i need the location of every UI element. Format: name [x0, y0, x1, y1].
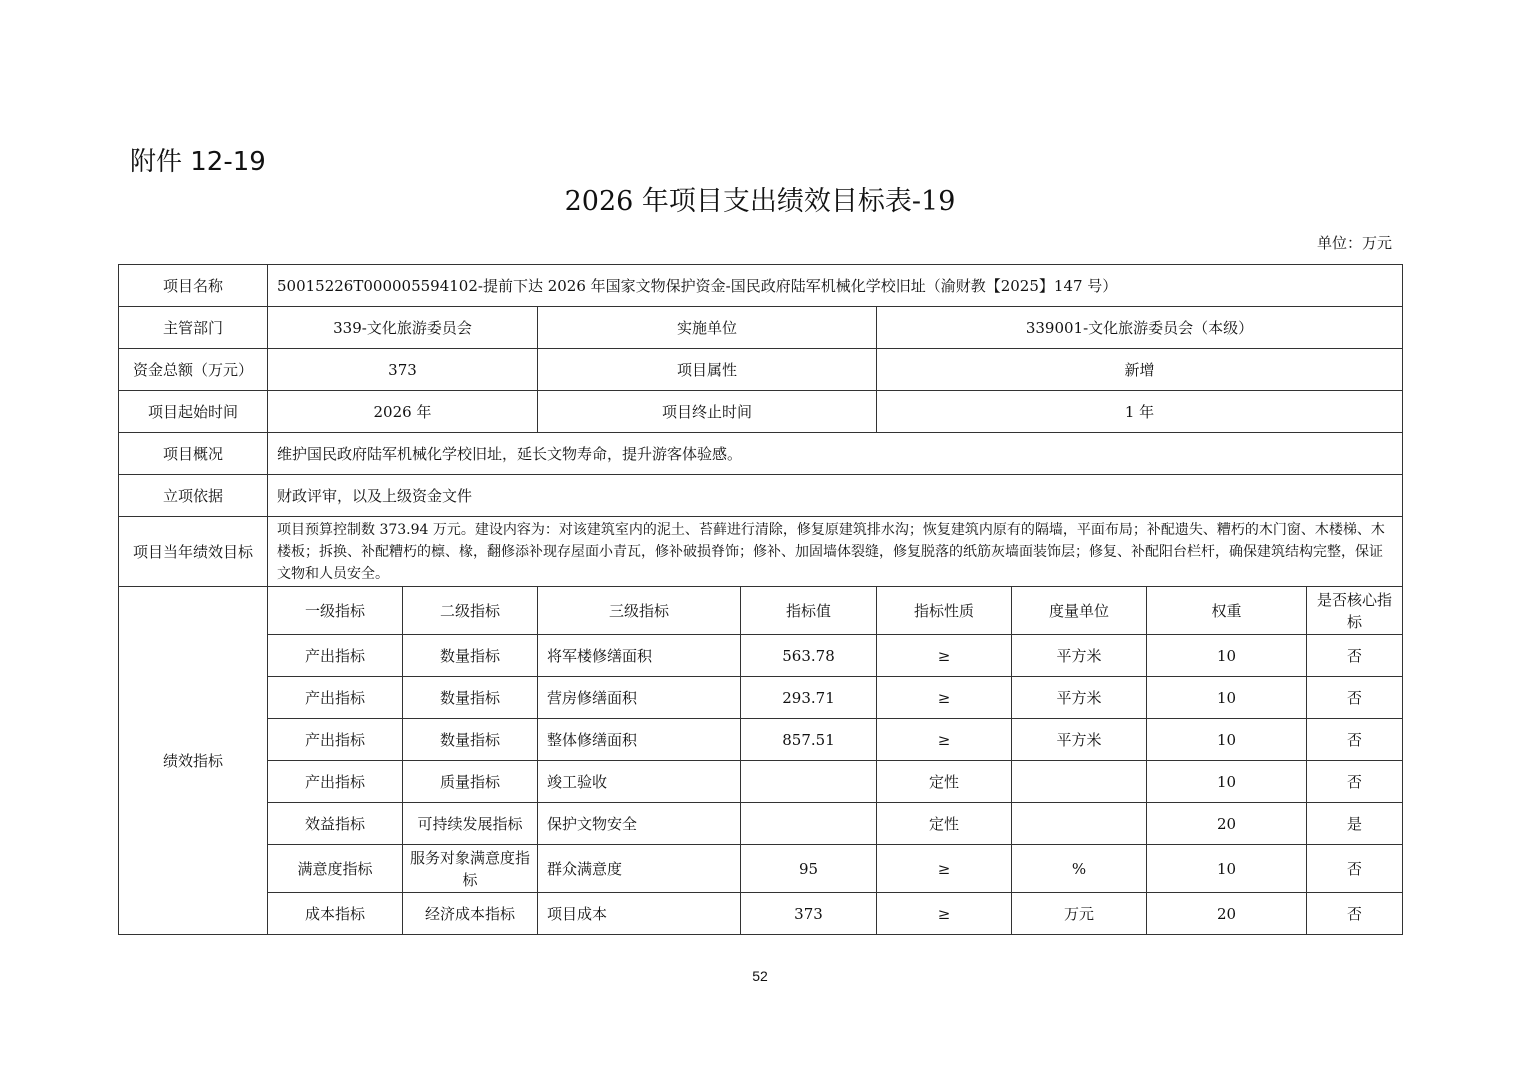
page-number: 52: [752, 968, 768, 984]
unit-cell: [1012, 803, 1147, 845]
level3-cell: 保护文物安全: [538, 803, 741, 845]
table-row: [119, 803, 1403, 845]
value-cell: 373: [741, 893, 877, 935]
table-row: [119, 845, 1403, 893]
level2-cell: 数量指标: [403, 677, 538, 719]
level1-cell: 产出指标: [268, 677, 403, 719]
row-department: [119, 307, 1403, 349]
value-cell: [741, 761, 877, 803]
header-level3: 三级指标: [538, 587, 741, 635]
table-row: [119, 677, 1403, 719]
nature-cell: ≥: [877, 677, 1012, 719]
level1-cell: 成本指标: [268, 893, 403, 935]
header-level2: 二级指标: [403, 587, 538, 635]
overview-label: 项目概况: [119, 433, 268, 475]
level3-cell: 竣工验收: [538, 761, 741, 803]
core-cell: 否: [1307, 761, 1403, 803]
project-name-value: 50015226T000005594102-提前下达 2026 年国家文物保护资金-国民政府陆军机械化学校旧址（渝财教【2025】147 号）: [268, 265, 1403, 307]
core-cell: 否: [1307, 893, 1403, 935]
weight-cell: 20: [1147, 893, 1307, 935]
page-title: 2026 年项目支出绩效目标表-19: [564, 186, 956, 217]
weight-cell: 10: [1147, 845, 1307, 893]
header-nature: 指标性质: [877, 587, 1012, 635]
level1-cell: 满意度指标: [268, 845, 403, 893]
table-row: [119, 893, 1403, 935]
basis-label: 立项依据: [119, 475, 268, 517]
nature-cell: ≥: [877, 893, 1012, 935]
goal-label: 项目当年绩效目标: [119, 517, 268, 587]
row-project-name: [119, 265, 1403, 307]
core-cell: 否: [1307, 845, 1403, 893]
attr-label: 项目属性: [538, 349, 877, 391]
table-row: [119, 635, 1403, 677]
project-name-label: 项目名称: [119, 265, 268, 307]
dept-value: 339-文化旅游委员会: [268, 307, 538, 349]
row-goal: [119, 517, 1403, 587]
level1-cell: 产出指标: [268, 719, 403, 761]
table-row: [119, 719, 1403, 761]
core-cell: 否: [1307, 677, 1403, 719]
value-cell: 857.51: [741, 719, 877, 761]
level3-cell: 项目成本: [538, 893, 741, 935]
value-cell: 95: [741, 845, 877, 893]
level2-cell: 数量指标: [403, 635, 538, 677]
dept-label: 主管部门: [119, 307, 268, 349]
level2-cell: 服务对象满意度指标: [403, 845, 538, 893]
level3-cell: 将军楼修缮面积: [538, 635, 741, 677]
unit-cell: 平方米: [1012, 719, 1147, 761]
weight-cell: 10: [1147, 635, 1307, 677]
row-basis: [119, 475, 1403, 517]
level3-cell: 整体修缮面积: [538, 719, 741, 761]
nature-cell: 定性: [877, 803, 1012, 845]
header-value: 指标值: [741, 587, 877, 635]
end-value: 1 年: [877, 391, 1403, 433]
unit-cell: [1012, 761, 1147, 803]
row-fund: [119, 349, 1403, 391]
level2-cell: 数量指标: [403, 719, 538, 761]
header-unit: 度量单位: [1012, 587, 1147, 635]
end-label: 项目终止时间: [538, 391, 877, 433]
weight-cell: 10: [1147, 719, 1307, 761]
level1-cell: 产出指标: [268, 635, 403, 677]
level2-cell: 质量指标: [403, 761, 538, 803]
unit-cell: %: [1012, 845, 1147, 893]
nature-cell: ≥: [877, 635, 1012, 677]
level3-cell: 营房修缮面积: [538, 677, 741, 719]
nature-cell: ≥: [877, 845, 1012, 893]
weight-cell: 10: [1147, 761, 1307, 803]
level1-cell: 产出指标: [268, 761, 403, 803]
impl-label: 实施单位: [538, 307, 877, 349]
performance-table: [118, 264, 1403, 935]
attr-value: 新增: [877, 349, 1403, 391]
weight-cell: 10: [1147, 677, 1307, 719]
unit-cell: 平方米: [1012, 677, 1147, 719]
unit-label: 单位：万元: [1316, 234, 1392, 252]
overview-value: 维护国民政府陆军机械化学校旧址，延长文物寿命，提升游客体验感。: [268, 433, 1403, 475]
row-overview: [119, 433, 1403, 475]
start-label: 项目起始时间: [119, 391, 268, 433]
level3-cell: 群众满意度: [538, 845, 741, 893]
value-cell: 563.78: [741, 635, 877, 677]
unit-cell: 万元: [1012, 893, 1147, 935]
indicator-header-row: [119, 587, 1403, 635]
value-cell: 293.71: [741, 677, 877, 719]
nature-cell: ≥: [877, 719, 1012, 761]
level2-cell: 经济成本指标: [403, 893, 538, 935]
core-cell: 否: [1307, 719, 1403, 761]
table-row: [119, 761, 1403, 803]
header-core: 是否核心指标: [1307, 587, 1403, 635]
basis-value: 财政评审，以及上级资金文件: [268, 475, 1403, 517]
header-weight: 权重: [1147, 587, 1307, 635]
unit-cell: 平方米: [1012, 635, 1147, 677]
level2-cell: 可持续发展指标: [403, 803, 538, 845]
header-level1: 一级指标: [268, 587, 403, 635]
core-cell: 否: [1307, 635, 1403, 677]
value-cell: [741, 803, 877, 845]
fund-value: 373: [268, 349, 538, 391]
goal-value: 项目预算控制数 373.94 万元。建设内容为：对该建筑室内的泥土、苔藓进行清除，修复原建筑排水沟；恢复建筑内原有的隔墙，平面布局；补配遗失、糟朽的木门窗、木楼梯、木楼板；拆换、补配糟朽的檩、椽，翻修添补现存屋面小青瓦，修补破损脊饰；修补、加固墙体裂缝，修复脱落的纸筋灰墙面装饰层；修复、补配阳台栏杆，确保建筑结构完整，保证文物和人员安全。: [268, 517, 1403, 587]
indicators-section-label: 绩效指标: [119, 587, 268, 935]
level1-cell: 效益指标: [268, 803, 403, 845]
weight-cell: 20: [1147, 803, 1307, 845]
row-period: [119, 391, 1403, 433]
start-value: 2026 年: [268, 391, 538, 433]
nature-cell: 定性: [877, 761, 1012, 803]
fund-label: 资金总额（万元）: [119, 349, 268, 391]
annex-label: 附件 12-19: [130, 147, 266, 177]
impl-value: 339001-文化旅游委员会（本级）: [877, 307, 1403, 349]
core-cell: 是: [1307, 803, 1403, 845]
